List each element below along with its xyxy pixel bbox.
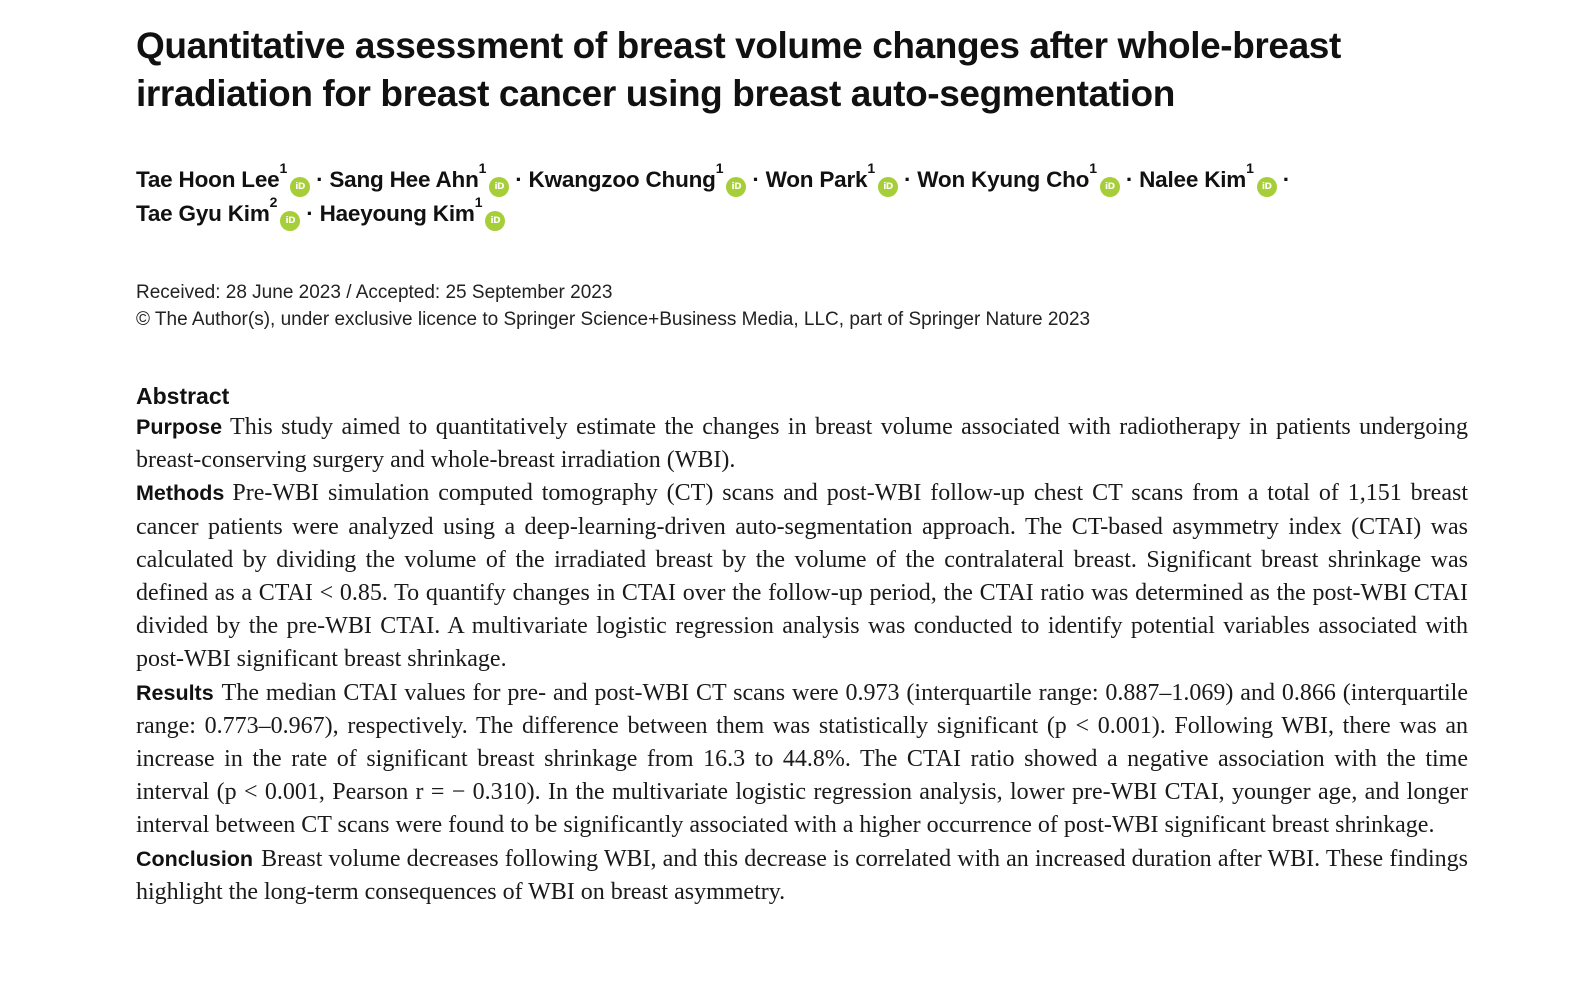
abstract-results xyxy=(136,677,1468,843)
abstract-heading: Abstract xyxy=(136,383,230,409)
author-name: Won Kyung Cho xyxy=(917,167,1090,192)
author-name: Nalee Kim xyxy=(1139,167,1247,192)
orcid-icon[interactable]: iD xyxy=(878,177,898,197)
publication-info xyxy=(136,279,1468,333)
section-text: The median CTAI values for pre- and post-WBI CT scans were 0.973 (interquartile range: 0.887–1.069) and 0.866 (interquartile range: 0.773–0.967), respectively. The difference between them was statistically significant (p < 0.001). Following WBI, there was an increase in the rate of significant breast shrinkage from 16.3 to 44.8%. The CTAI ratio showed a negative association with the time interval (p < 0.001, Pearson r = − 0.310). In the multivariate logistic regression analysis, lower pre-WBI CTAI, younger age, and longer interval between CT scans were found to be significantly associated with a higher occurrence of post-WBI significant breast shrinkage. xyxy=(136,679,1468,839)
affiliation-marker: 1 xyxy=(279,160,288,176)
orcid-icon[interactable]: iD xyxy=(726,177,746,197)
orcid-icon[interactable]: iD xyxy=(290,177,310,197)
section-label: Purpose xyxy=(136,415,223,439)
abstract-purpose xyxy=(136,411,1468,477)
affiliation-marker: 1 xyxy=(715,160,724,176)
orcid-icon[interactable]: iD xyxy=(1257,177,1277,197)
author-name: Won Park xyxy=(765,167,868,192)
orcid-icon[interactable]: iD xyxy=(485,211,505,231)
author xyxy=(319,194,506,226)
affiliation-marker: 1 xyxy=(474,194,483,210)
author-name: Tae Gyu Kim xyxy=(136,201,270,226)
affiliation-marker: 1 xyxy=(478,160,487,176)
section-label: Results xyxy=(136,680,214,705)
author xyxy=(528,160,747,192)
section-text: Breast volume decreases following WBI, and this decrease is correlated with an increased duration after WBI. These findings highlight the long-term consequences of WBI on breast asymmetry. xyxy=(136,845,1468,905)
abstract-methods xyxy=(136,477,1468,676)
author xyxy=(765,160,898,192)
author-name: Haeyoung Kim xyxy=(319,201,475,226)
section-label: Methods xyxy=(136,481,225,506)
author-separator: · xyxy=(316,167,324,192)
section-text: Pre-WBI simulation computed tomography (CT) scans and post-WBI follow-up chest CT scans from a total of 1,151 breast cancer patients were analyzed using a deep-learning-driven auto-segmentation approach. The CT-based asymmetry index (CTAI) was calculated by dividing the volume of the irradiated breast by the volume of the contralateral breast. Significant breast shrinkage was defined as a CTAI < 0.85. To quantify changes in CTAI over the follow-up period, the CTAI ratio was determined as the post-WBI CTAI divided by the pre-WBI CTAI. A multivariate logistic regression analysis was conducted to identify potential variables associated with post-WBI significant breast shrinkage. xyxy=(136,480,1468,673)
abstract-conclusion xyxy=(136,843,1468,909)
author-separator: · xyxy=(903,167,912,192)
author-name: Sang Hee Ahn xyxy=(329,167,479,192)
copyright-notice: © The Author(s), under exclusive licence to Springer Science+Business Media, LLC, part of Springer Nature 2023 xyxy=(136,309,1091,330)
affiliation-marker: 1 xyxy=(867,160,875,176)
author-name: Kwangzoo Chung xyxy=(528,167,716,192)
orcid-icon[interactable]: iD xyxy=(280,211,300,231)
affiliation-marker: 1 xyxy=(1246,160,1254,176)
affiliation-marker: 1 xyxy=(1089,160,1097,176)
author-separator: · xyxy=(752,167,760,192)
author xyxy=(136,194,300,226)
received-accepted-dates: Received: 28 June 2023 / Accepted: 25 September 2023 xyxy=(136,282,613,303)
author-separator: · xyxy=(515,167,523,192)
section-text: This study aimed to quantitatively estimate the changes in breast volume associated with radiotherapy in patients undergoing breast-conserving surgery and whole-breast irradiation (WBI). xyxy=(136,414,1468,474)
author-separator: · xyxy=(1125,167,1134,192)
article-title: Quantitative assessment of breast volume changes after whole-breast irradiation for breast cancer using breast auto-segmentation xyxy=(136,25,1341,114)
author-separator: · xyxy=(306,201,314,226)
affiliation-marker: 2 xyxy=(269,194,278,210)
author-list xyxy=(136,160,1468,231)
orcid-icon[interactable]: iD xyxy=(1100,177,1120,197)
author xyxy=(136,160,310,192)
author xyxy=(329,160,509,192)
author xyxy=(1139,160,1277,192)
section-label: Conclusion xyxy=(136,846,254,871)
orcid-icon[interactable]: iD xyxy=(489,177,509,197)
author-name: Tae Hoon Lee xyxy=(136,167,280,192)
author xyxy=(917,160,1120,192)
article-header xyxy=(136,22,1468,909)
author-separator: · xyxy=(1282,167,1290,192)
